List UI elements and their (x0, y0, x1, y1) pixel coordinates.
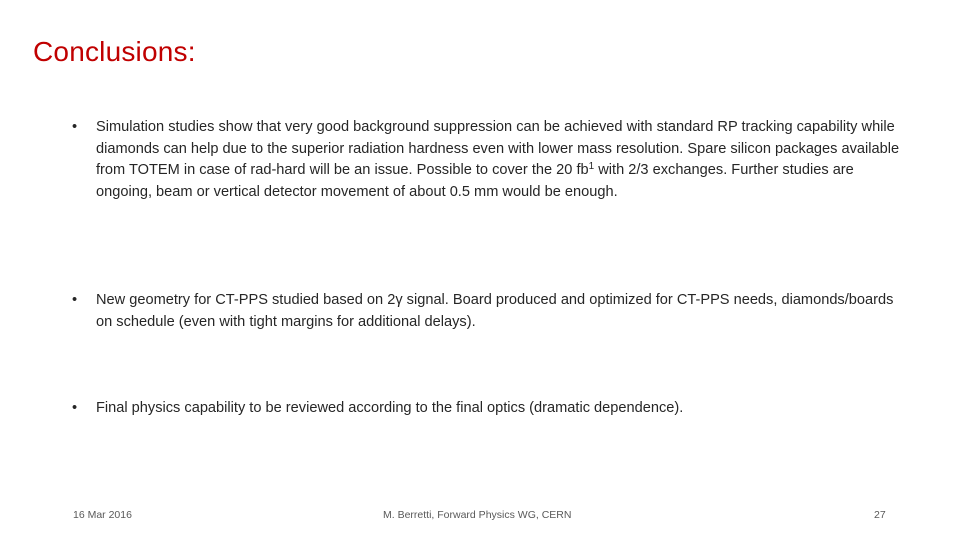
footer-date: 16 Mar 2016 (73, 509, 132, 521)
bullet-marker: • (72, 400, 78, 416)
superscript: 1 (588, 161, 595, 173)
bullet-marker: • (72, 119, 78, 135)
bullet-text-part: with 2/3 exchanges. Further studies are ongoing, beam or vertical detector movement of about 0.5 mm would be enough. (96, 162, 854, 200)
bullet-text: New geometry for CT-PPS studied based on 2γ signal. Board produced and optimized for CT-PPS needs, diamonds/boards on schedule (even with tight margins for additional delays). (96, 292, 894, 330)
footer-author: M. Berretti, Forward Physics WG, CERN (383, 509, 572, 521)
slide-title: Conclusions: (33, 36, 196, 67)
bullet-text (96, 117, 902, 203)
bullet-item (72, 398, 902, 420)
bullet-item (72, 117, 902, 203)
footer-page-number: 27 (874, 509, 886, 521)
bullet-marker: • (72, 292, 78, 308)
bullet-item (72, 290, 902, 333)
bullet-text-part: Simulation studies show that very good background suppression can be achieved with standard RP tracking capability while diamonds can help due to the superior radiation hardness even with lower mass resolution. Spare silicon packages available from TOTEM in case of rad-hard will be an issue. Possible to cover the 20 fb (96, 119, 900, 179)
bullet-text: Final physics capability to be reviewed according to the final optics (dramatic dependence). (96, 400, 684, 416)
